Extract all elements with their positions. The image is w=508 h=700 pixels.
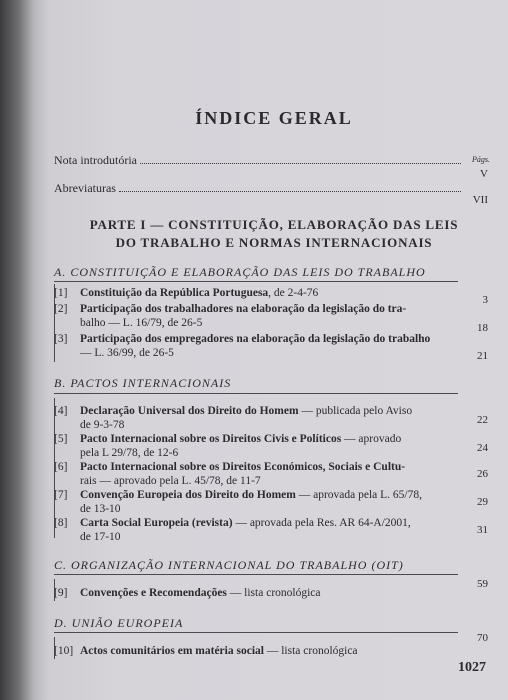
entry-title: Convenção Europeia dos Direito do Homem [80, 489, 296, 501]
entry-number: [7] [54, 489, 68, 501]
entry-detail: — aprovado [341, 433, 402, 445]
entry-title: Pacto Internacional sobre os Direitos Económicos, Sociais e Cultu- [80, 461, 406, 473]
entry-number: [8] [54, 517, 68, 529]
entry-detail: — publicada pelo Aviso [298, 405, 413, 417]
entry-number: [2] [54, 303, 68, 315]
toc-page-number: 31 [477, 524, 488, 536]
entry-detail: — lista cronológica [226, 587, 321, 599]
toc-page-number: 59 [477, 578, 488, 590]
entry-detail: — aprovada pela L. 65/78, [295, 489, 422, 501]
toc-page-number: 26 [477, 468, 488, 480]
entry-detail: rais — aprovado pela L. 45/78, de 11-7 [80, 475, 261, 487]
section-heading-d: D. UNIÃO EUROPEIA [54, 616, 184, 630]
entry-number: [10] [54, 645, 74, 657]
entry-title: Participação dos empregadores na elaboração da legislação do trabalho [80, 333, 431, 345]
toc-page-number: 3 [482, 294, 488, 306]
entry-title: Convenções e Recomendações [80, 587, 227, 599]
entry-detail: de 17-10 [80, 531, 121, 543]
entry-number: [3] [54, 333, 68, 345]
entry-detail: — lista cronológica [263, 645, 358, 657]
entry-title: Actos comunitários em matéria social [80, 645, 264, 657]
toc-page-number: 22 [477, 414, 488, 426]
toc-page-number: VII [472, 194, 488, 206]
entry-detail: de 9-3-78 [80, 419, 125, 431]
entry-title: Carta Social Europeia (revista) [80, 517, 233, 529]
toc-page-number: 29 [477, 496, 488, 508]
section-divider [54, 281, 458, 282]
pages-column-label: Págs. [472, 155, 490, 164]
entry-number: [4] [54, 405, 68, 417]
toc-entry-nota [54, 152, 494, 168]
section-heading-b: B. PACTOS INTERNACIONAIS [54, 376, 232, 390]
entry-detail: — aprovada pela Res. AR 64-A/2001, [232, 517, 411, 529]
part-heading-line1: PARTE I — CONSTITUIÇÃO, ELABORAÇÃO DAS LEIS [89, 217, 459, 232]
section-heading-c: C. ORGANIZAÇÃO INTERNACIONAL DO TRABALHO (OIT) [54, 558, 404, 572]
toc-page-number: 18 [477, 322, 488, 334]
toc-entry-label: Nota introdutória [54, 153, 137, 167]
entry-detail: pela L 29/78, de 12-6 [80, 447, 179, 459]
toc-page-number: 24 [477, 442, 488, 454]
toc-page-number: V [480, 168, 488, 180]
leader-dots [119, 191, 461, 192]
entry-number: [9] [54, 587, 68, 599]
entry-number: [1] [54, 287, 68, 299]
entry-title: Participação dos trabalhadores na elaboração da legislação do tra- [80, 303, 407, 315]
entry-title: Constituição da República Portuguesa [80, 287, 269, 299]
section-divider [54, 393, 458, 394]
section-heading-a: A. CONSTITUIÇÃO E ELABORAÇÃO DAS LEIS DO TRABALHO [54, 265, 426, 279]
section-divider [54, 574, 458, 575]
entry-detail: balho — L. 16/79, de 26-5 [80, 317, 203, 329]
entry-detail: — L. 36/99, de 26-5 [80, 347, 174, 359]
entry-detail: , de 2-4-76 [268, 287, 319, 299]
entry-number: [5] [54, 433, 68, 445]
entry-detail: de 13-10 [80, 503, 121, 515]
toc-page-number: 21 [477, 350, 488, 362]
section-divider [54, 632, 458, 633]
page-title: ÍNDICE GERAL [195, 108, 353, 128]
part-heading-line2: DO TRABALHO E NORMAS INTERNACIONAIS [115, 235, 433, 250]
toc-page-number: 70 [477, 632, 488, 644]
index-content [54, 0, 494, 700]
entry-title: Declaração Universal dos Direito do Homem [80, 405, 299, 417]
entry-title: Pacto Internacional sobre os Direitos Civis e Políticos [80, 433, 342, 445]
toc-entry-abreviaturas [54, 180, 494, 196]
page-number: 1027 [458, 660, 486, 675]
toc-entry-label: Abreviaturas [54, 181, 116, 195]
leader-dots [140, 163, 461, 164]
entry-number: [6] [54, 461, 68, 473]
